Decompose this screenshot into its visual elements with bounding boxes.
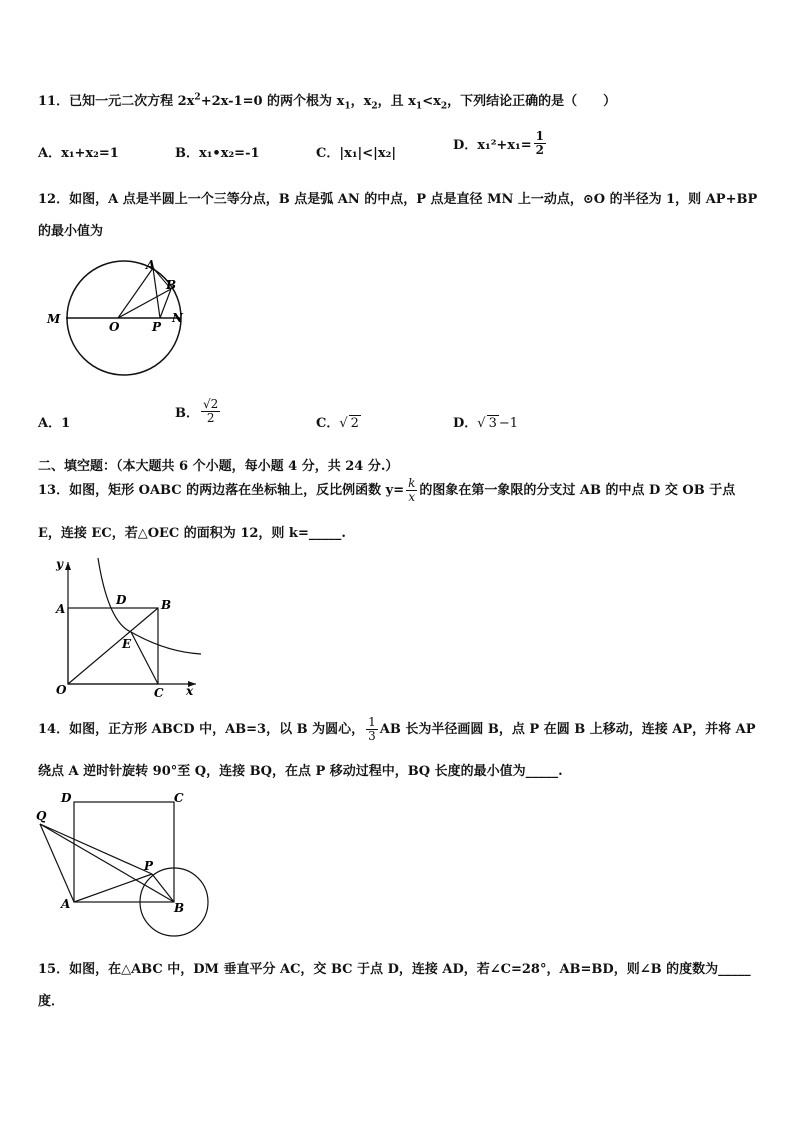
label-c: C	[154, 686, 164, 700]
q12-circle-figure	[40, 252, 200, 382]
hyperbola-curve	[98, 558, 201, 654]
q11-stem: 11．已知一元二次方程 $2x^2+2x-1=0$ 的两个根为 $x_1$，$x_2$，且 $x_1<x_2$，下列结论正确的是（ ）	[38, 92, 617, 112]
q14-stem-line2: 绕点 A 逆时针旋转 90°至 Q，连接 BQ，在点 P 移动过程中，BQ 长度的最小值为_____.	[38, 764, 563, 779]
label-x: x	[186, 684, 194, 698]
label-y: y	[56, 557, 63, 571]
q12-option-d: D．√ 3 −1	[453, 416, 519, 431]
q11-option-c: C．|x₁|<|x₂|	[316, 146, 397, 161]
label-a: A	[56, 602, 66, 616]
q15-stem-line1: 15．如图，在△ABC 中，DM 垂直平分 AC，交 BC 于点 D，连接 AD，若∠C=28°，AB=BD，则∠B 的度数为_____	[38, 962, 751, 977]
label-o: O	[109, 320, 120, 334]
label-b: B	[166, 278, 177, 292]
label-o: O	[56, 683, 67, 697]
label-n: N	[172, 311, 183, 325]
q12-option-c: C．√ 2	[316, 416, 359, 431]
label-a: A	[146, 258, 156, 272]
q11-option-b: B．x₁•x₂=-1	[175, 146, 260, 161]
segment-qp	[40, 824, 152, 874]
label-c: C	[174, 791, 184, 805]
segment-qa	[40, 824, 74, 902]
q12-option-b: B． $\frac{√2}{2}$	[175, 397, 219, 425]
segment-pb	[152, 874, 174, 902]
q11-option-d: D．x₁²+x₁= $\frac{1}{2}$	[453, 129, 545, 157]
label-p: P	[152, 320, 162, 334]
q15-stem-line2: 度．	[38, 994, 65, 1009]
q13-stem-line1: 13．如图，矩形 OABC 的两边落在坐标轴上，反比例函数 y= $\frac{k}{x}$ 的图象在第一象限的分支过 AB 的中点 D 交 OB 于点	[38, 476, 736, 504]
label-m: M	[47, 312, 61, 326]
q12-option-a: A．1	[38, 416, 71, 431]
y-axis-arrow	[65, 562, 71, 570]
label-b: B	[174, 901, 185, 915]
label-q: Q	[36, 809, 47, 823]
segment-oa	[118, 268, 153, 318]
segment-ob	[118, 289, 171, 318]
q14-square-figure	[32, 788, 217, 938]
label-b: B	[161, 598, 172, 612]
q12-stem-line2: 的最小值为	[38, 224, 104, 239]
label-e: E	[122, 637, 132, 651]
q13-coordinate-figure	[36, 552, 206, 700]
section-fill-in-heading: 二、填空题：（本大题共 6 个小题，每小题 4 分，共 24 分.）	[38, 459, 399, 474]
segment-bp	[160, 289, 171, 318]
label-p: P	[144, 859, 154, 873]
diagonal-ob	[68, 608, 158, 684]
label-d: D	[116, 593, 127, 607]
q11-option-a: A．x₁+x₂=1	[38, 146, 119, 161]
q14-stem-line1: 14．如图，正方形 ABCD 中，AB=3，以 B 为圆心， $\frac{1}{3}$ AB 长为半径画圆 B，点 P 在圆 B 上移动，连接 AP，并将 AP	[38, 715, 756, 743]
q13-stem-line2: E，连接 EC，若△OEC 的面积为 12，则 k=_____.	[38, 526, 346, 541]
label-d: D	[61, 791, 72, 805]
label-a: A	[61, 897, 71, 911]
q12-stem-line1: 12．如图，A 点是半圆上一个三等分点，B 点是弧 AN 的中点，P 点是直径 MN 上一动点，⊙O 的半径为 1，则 AP+BP	[38, 192, 758, 207]
segment-ec	[131, 632, 158, 684]
